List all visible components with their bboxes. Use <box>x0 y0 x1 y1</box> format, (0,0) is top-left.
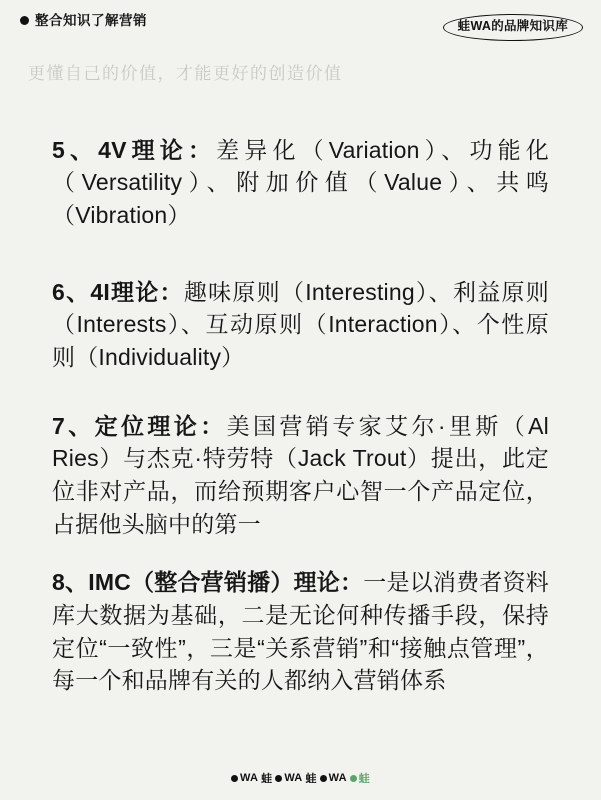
entry-lead: 8、IMC（整合营销播）理论： <box>52 569 364 596</box>
dot-icon <box>350 775 357 782</box>
list-item <box>52 134 549 232</box>
footer-mark <box>320 772 347 784</box>
entry-paragraph <box>52 566 549 697</box>
list-item <box>52 410 549 541</box>
footer-mark <box>231 772 258 784</box>
footer-mark <box>261 770 272 786</box>
entry-paragraph <box>52 134 549 232</box>
page-header <box>0 0 601 41</box>
entry-lead: 5、4V理论： <box>52 136 217 163</box>
content-body <box>52 134 549 697</box>
entry-body: 一是以消费者资料库大数据为基础，二是无论何种传播手段，保持定位“一致性”，三是“关系营销”和“接触点管理”，每一个和品牌有关的人都纳入营销体系 <box>52 569 550 694</box>
footer-mark <box>275 772 302 784</box>
footer-label: WA <box>284 772 303 784</box>
header-title-group <box>20 14 147 28</box>
entry-lead: 6、4I理论： <box>52 278 184 305</box>
list-item <box>52 276 549 374</box>
footer-label: 蛙 <box>261 773 273 785</box>
bullet-dot-icon <box>20 16 29 25</box>
entry-body: 美国营销专家艾尔·里斯（Al Ries）与杰克·特劳特（Jack Trout）提出，此定位非对产品，而给预期客户心智一个产品定位，占据他头脑中的第一 <box>52 412 549 537</box>
entry-lead: 7、定位理论： <box>52 412 227 439</box>
entry-paragraph <box>52 276 549 374</box>
dot-icon <box>320 775 327 782</box>
entry-body: 趣味原则（Interesting）、利益原则（Interests）、互动原则（Interaction）、个性原则（Individuality） <box>52 278 549 371</box>
footer-label: WA <box>240 772 259 784</box>
page-subtitle: 更懂自己的价值，才能更好的创造价值 <box>28 63 343 83</box>
footer-mark <box>305 770 316 786</box>
footer-mark-accent <box>350 770 370 786</box>
entry-paragraph <box>52 410 549 541</box>
dot-icon <box>275 775 282 782</box>
footer-label: 蛙 <box>358 773 370 785</box>
footer-label: WA <box>328 772 347 784</box>
entry-body: 差异化（Variation）、功能化（Versatility）、附加价值（Value）、共鸣（Vibration） <box>52 136 549 229</box>
brand-badge: 蛙WA的品牌知识库 <box>443 14 583 41</box>
dot-icon <box>231 775 238 782</box>
list-item <box>52 566 549 697</box>
page-title: 整合知识了解营销 <box>35 13 147 28</box>
footer-label: 蛙 <box>305 773 317 785</box>
page-footer <box>0 770 601 786</box>
